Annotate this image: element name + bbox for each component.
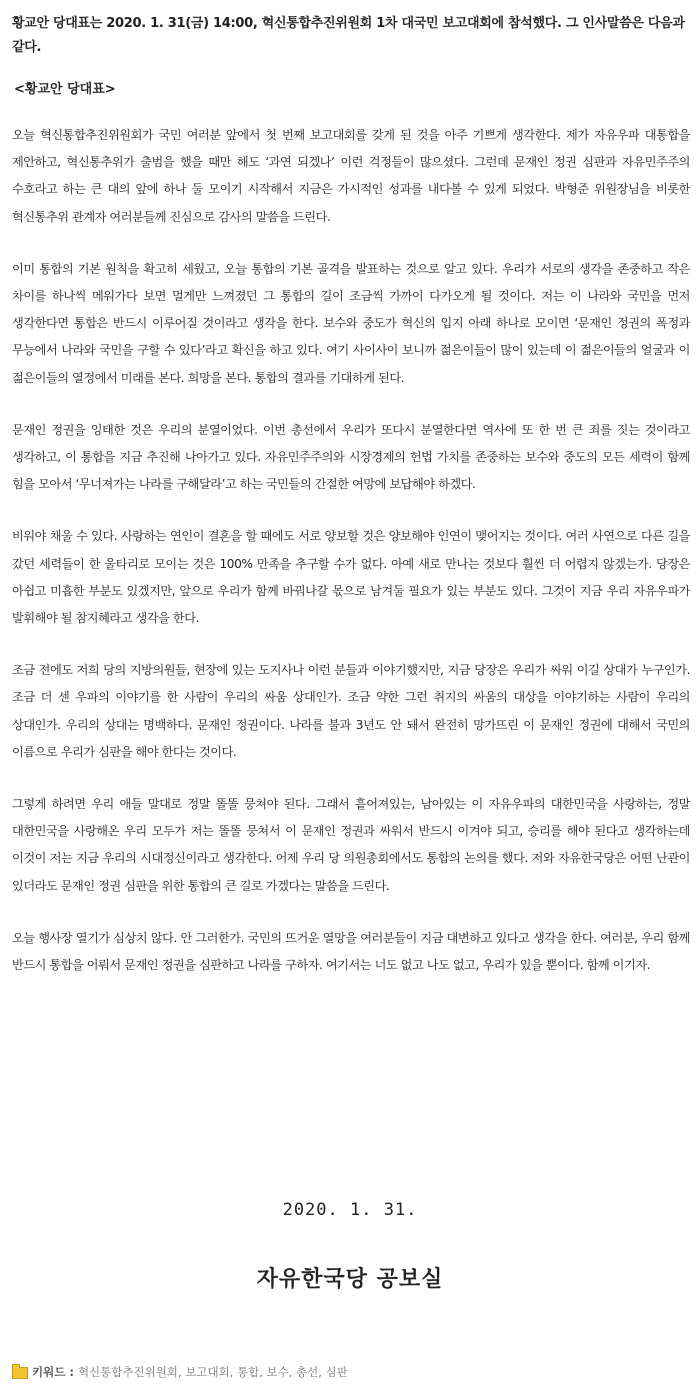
- keywords-list: 혁신통합추진위원회, 보고대회, 통합, 보수, 총선, 심판: [77, 1365, 348, 1379]
- body-paragraph: 이미 통합의 기본 원칙을 확고히 세웠고, 오늘 통합의 기본 골격을 발표하는 것으로 알고 있다. 우리가 서로의 생각을 존중하고 작은 차이를 하나씩 메워가다 보면 멀게만 느껴졌던 그 통합의 길이 조금씩 가까이 다가오게 될 것이다. 저는 이 나라와 국민을 먼저 생각한다면 통합은 반드시 이루어질 것이라고 생각을 한다. 보수와 중도가 혁신의 입지 아래 하나로 모이면 ‘문재인 정권의 폭정과 무능에서 나라와 국민을 구할 수 있다’라고 확신을 하고 있다. 여기 사이사이 보니까 젊은이들이 많이 있는데 이 젊은이들의 얼굴과 이 젊은이들의 열정에서 미래를 본다. 희망을 본다. 통합의 결과를 기대하게 된다.: [12, 261, 690, 385]
- signature-date: 2020. 1. 31.: [282, 1200, 418, 1220]
- keywords-label: 키워드 :: [32, 1365, 74, 1379]
- body-paragraph: 문재인 정권을 잉태한 것은 우리의 분열이었다. 이번 총선에서 우리가 또다시 분열한다면 역사에 또 한 번 큰 죄를 짓는 것이라고 생각하고, 이 통합을 지금 추진해 나아가고 있다. 자유민주주의와 시장경제의 헌법 가치를 존중하는 보수와 중도의 모든 세력이 함께 힘을 모아서 ‘무너져가는 나라를 구해달라’고 하는 국민들의 간절한 여망에 보답해야 하겠다.: [12, 422, 690, 492]
- signature-organization: 자유한국당 공보실: [256, 1267, 444, 1292]
- body-paragraph: 비워야 채울 수 있다. 사랑하는 연인이 결혼을 할 때에도 서로 양보할 것은 양보해야 인연이 맺어지는 것이다. 여러 사연으로 다른 길을 갔던 세력들이 한 울타리로 모이는 것은 100% 만족을 추구할 수가 없다. 아예 새로 만나는 것보다 훨씬 더 어렵지 않겠는가. 당장은 아쉽고 미흡한 부분도 있겠지만, 앞으로 우리가 함께 바꿔나갈 몫으로 남겨둘 필요가 있는 부분도 있다. 그것이 지금 우리 자유우파가 발휘해야 될 참지혜라고 생각을 한다.: [12, 529, 690, 626]
- intro-paragraph: 황교안 당대표는 2020. 1. 31(금) 14:00, 혁신통합추진위원회 1차 대국민 보고대회에 참석했다. 그 인사말씀은 다음과 같다.: [12, 16, 685, 55]
- press-release: [12, 12, 690, 1004]
- folder-icon: [12, 1367, 28, 1379]
- speaker-label: <황교안 당대표>: [14, 82, 116, 97]
- body-paragraph: 오늘 혁신통합추진위원회가 국민 여러분 앞에서 첫 번째 보고대회를 갖게 된 것을 아주 기쁘게 생각한다. 제가 자유우파 대통합을 제안하고, 혁신통추위가 출범을 했을 때만 해도 ‘과연 되겠나’ 이런 걱정들이 많으셨다. 그런데 문재인 정권 심판과 자유민주주의 수호라고 하는 큰 대의 앞에 하나 둘 모이기 시작해서 지금은 가시적인 성과를 내다볼 수 있게 되었다. 박형준 위원장님을 비롯한 혁신통추위 관계자 여러분들께 진심으로 감사의 말씀을 드린다.: [12, 128, 690, 224]
- body-paragraph: 조금 전에도 저희 당의 지방의원들, 현장에 있는 도지사나 이런 분들과 이야기했지만, 지금 당장은 우리가 싸워 이길 상대가 누구인가. 조금 더 센 우파의 이야기를 한 사람이 우리의 싸움 상대인가. 조금 약한 그런 취지의 싸움의 대상을 이야기하는 사람이 우리의 상대인가. 우리의 상대는 명백하다. 문재인 정권이다. 나라를 불과 3년도 안 돼서 완전히 망가뜨린 이 문재인 정권에 대해서 국민의 이름으로 우리가 심판을 해야 한다는 것이다.: [12, 663, 690, 759]
- body-paragraph: 오늘 행사장 열기가 심상치 않다. 안 그러한가. 국민의 뜨거운 열망을 여러분들이 지금 대변하고 있다고 생각을 한다. 여러분, 우리 함께 반드시 통합을 이뤄서 문재인 정권을 심판하고 나라를 구하자. 여기서는 너도 없고 나도 없고, 우리가 있을 뿐이다. 함께 이기자.: [12, 930, 690, 973]
- keywords-row: [12, 1364, 348, 1380]
- body-paragraph: 그렇게 하려면 우리 애들 말대로 정말 똘똘 뭉쳐야 된다. 그래서 흩어져있는, 남아있는 이 자유우파의 대한민국을 사랑하는, 정말 대한민국을 사랑해온 우리 모두가 저는 똘똘 뭉쳐서 이 문재인 정권과 싸워서 반드시 이겨야 되고, 승리를 해야 된다고 생각하는데 이것이 저는 지금 우리의 시대정신이라고 생각한다. 어제 우리 당 의원총회에서도 통합의 논의를 했다. 저와 자유한국당은 어떤 난관이 있더라도 문재인 정권 심판을 위한 통합의 큰 길로 가겠다는 말씀을 드린다.: [12, 797, 690, 893]
